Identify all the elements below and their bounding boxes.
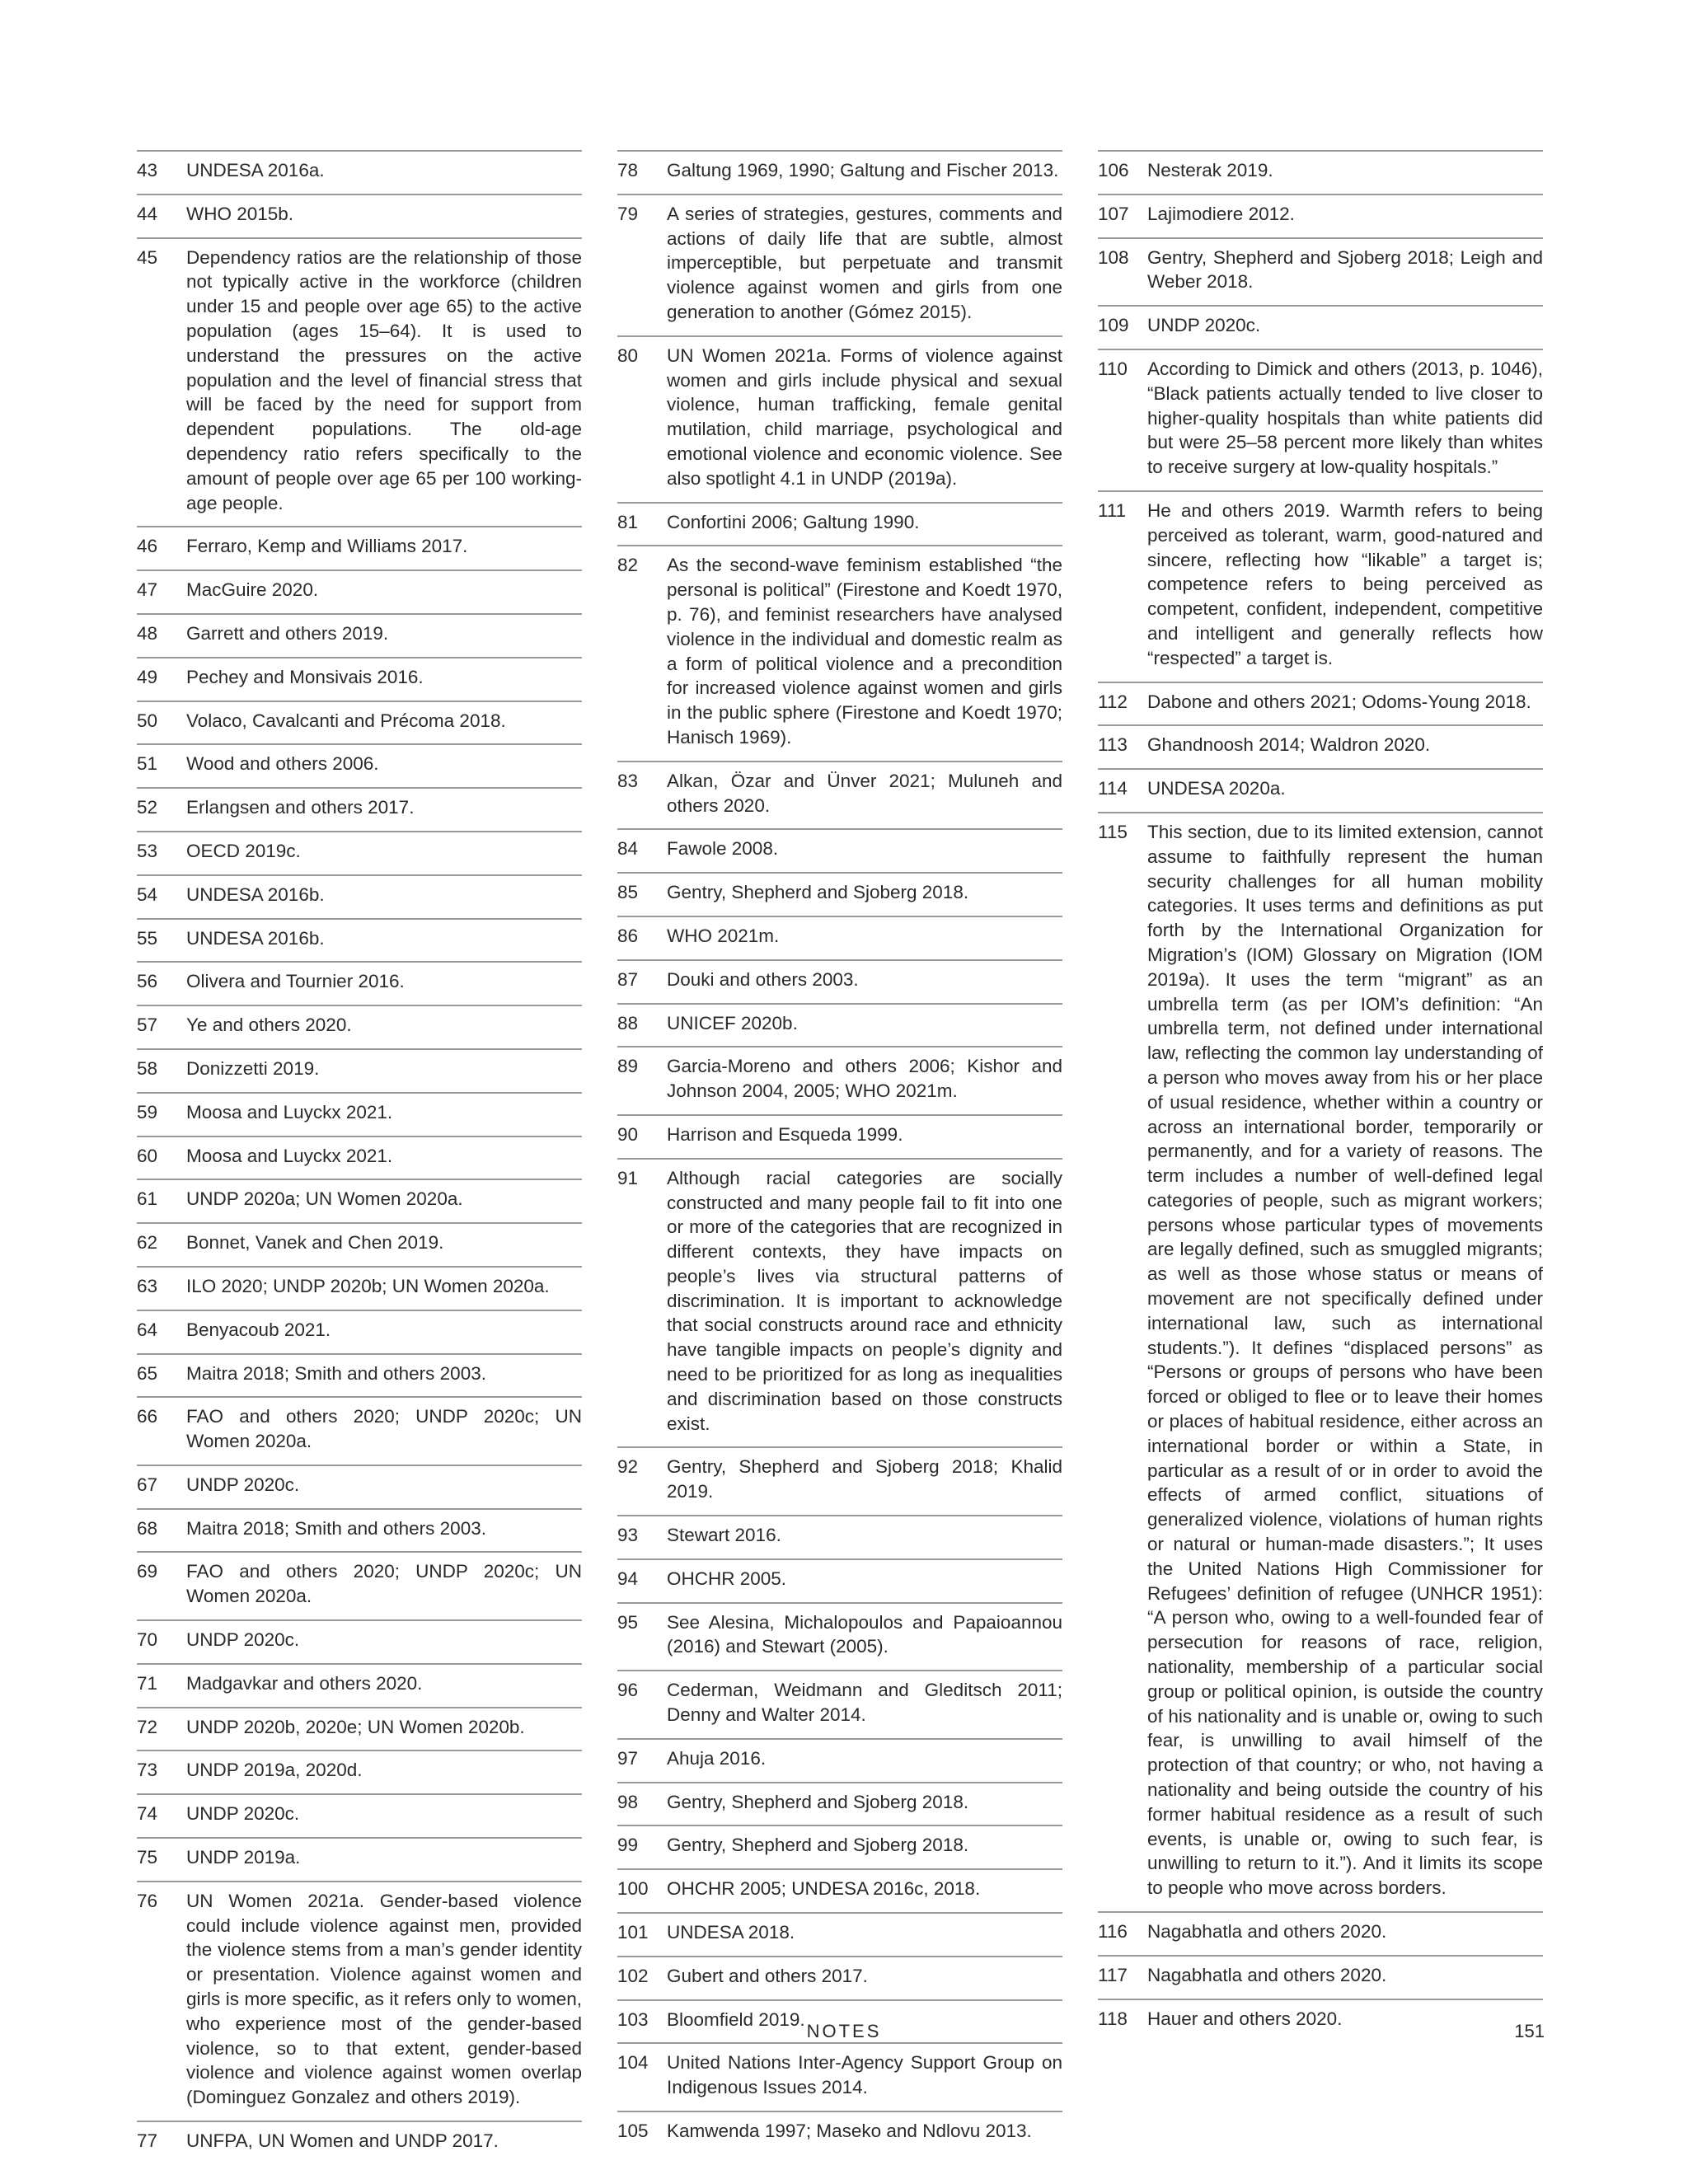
endnote-text: UNDESA 2020a.	[1147, 778, 1286, 799]
endnote-item	[137, 1465, 582, 1502]
endnote-text: Moosa and Luyckx 2021.	[186, 1145, 393, 1166]
endnote-text: Ferraro, Kemp and Williams 2017.	[186, 536, 468, 557]
endnote-number: 79	[617, 203, 639, 224]
endnote-item	[137, 1750, 582, 1788]
endnote-number: 53	[137, 840, 158, 861]
endnote-number: 116	[1098, 1921, 1128, 1942]
endnote-item	[137, 701, 582, 738]
endnote-item	[617, 335, 1062, 496]
endnote-number: 110	[1098, 358, 1128, 379]
endnote-item	[137, 150, 582, 188]
endnote-text: UNFPA, UN Women and UNDP 2017.	[186, 2130, 499, 2152]
endnote-number: 61	[137, 1188, 158, 1210]
endnote-number: 81	[617, 511, 639, 532]
endnote-text: Nagabhatla and others 2020.	[1147, 1921, 1387, 1942]
endnote-item	[137, 1663, 582, 1701]
endnote-item	[137, 1222, 582, 1260]
endnote-number: 60	[137, 1145, 158, 1166]
endnote-text: UNDESA 2016b.	[186, 927, 325, 949]
endnote-text: UNDESA 2016a.	[186, 160, 325, 180]
endnote-item	[617, 545, 1062, 754]
endnote-text: Stewart 2016.	[667, 1525, 781, 1546]
endnote-number: 58	[137, 1057, 158, 1079]
endnote-number: 108	[1098, 246, 1129, 268]
endnote-item	[137, 831, 582, 869]
endnote-item	[617, 872, 1062, 910]
endnote-number: 49	[137, 666, 158, 687]
endnote-text: FAO and others 2020; UNDP 2020c; UN Women 2020a.	[186, 1561, 582, 1607]
endnote-text: According to Dimick and others (2013, p. 1046), “Black patients actually tended to live closer to higher-quality hospitals than white patients did but were 25–58 percent more likely than whites to receive surgery at low-quality hospitals.”	[1147, 358, 1543, 478]
endnote-text: Kamwenda 1997; Maseko and Ndlovu 2013.	[667, 2121, 1032, 2142]
endnote-number: 50	[137, 710, 158, 731]
endnote-number: 52	[137, 797, 158, 818]
endnote-text: Garcia-Moreno and others 2006; Kishor and Johnson 2004, 2005; WHO 2021m.	[667, 1056, 1062, 1102]
endnote-number: 68	[137, 1517, 158, 1539]
endnote-number: 92	[617, 1456, 639, 1478]
endnote-number: 84	[617, 838, 639, 860]
endnote-text: Lajimodiere 2012.	[1147, 203, 1295, 224]
endnote-item	[137, 787, 582, 825]
endnote-text: UNDESA 2016b.	[186, 883, 325, 905]
endnote-text: Douki and others 2003.	[667, 968, 859, 990]
endnote-item	[137, 1881, 582, 2115]
endnote-item	[617, 1558, 1062, 1596]
endnote-text: UN Women 2021a. Gender-based violence could include violence against men, provided the violence stems from a man’s gender identity or presentation. Violence against women and girls is more specific, as it refers only to women, who experience most of the gender-based violence, so to that extent, gender-based violence and violence against women overlap (Dominguez Gonzalez and others 2019).	[186, 1890, 582, 2108]
endnote-number: 98	[617, 1791, 639, 1812]
endnote-text: Ahuja 2016.	[667, 1747, 767, 1769]
endnote-text: Alkan, Özar and Ünver 2021; Muluneh and others 2020.	[667, 770, 1062, 816]
endnote-text: MacGuire 2020.	[186, 579, 319, 601]
endnote-text: UNICEF 2020b.	[667, 1012, 798, 1033]
endnote-text: Wood and others 2006.	[186, 753, 379, 775]
endnote-item	[1098, 812, 1543, 1905]
endnote-text: Gentry, Shepherd and Sjoberg 2018.	[667, 882, 969, 903]
endnote-number: 91	[617, 1167, 639, 1188]
endnote-text: Ye and others 2020.	[186, 1015, 352, 1036]
endnote-text: United Nations Inter-Agency Support Group on Indigenous Issues 2014.	[667, 2052, 1062, 2098]
endnote-item	[617, 1515, 1062, 1553]
endnote-number: 113	[1098, 734, 1128, 756]
endnote-number: 104	[617, 2052, 649, 2074]
endnote-text: Erlangsen and others 2017.	[186, 797, 415, 818]
endnote-text: UN Women 2021a. Forms of violence against women and girls include physical and sexual violence, human trafficking, female genital mutilation, child marriage, psychological and emotional violence and economic violence. See also spotlight 4.1 in UNDP (2019a).	[667, 344, 1062, 489]
endnote-number: 69	[137, 1561, 158, 1582]
endnote-number: 59	[137, 1101, 158, 1122]
endnote-number: 103	[617, 2008, 649, 2030]
endnote-item	[617, 1956, 1062, 1994]
endnote-item	[137, 1048, 582, 1086]
endnote-number: 95	[617, 1611, 639, 1633]
endnote-number: 105	[617, 2121, 649, 2142]
endnote-item	[137, 1005, 582, 1043]
endnote-item	[617, 1670, 1062, 1732]
endnote-number: 55	[137, 927, 158, 949]
endnote-number: 114	[1098, 778, 1128, 799]
endnote-item	[617, 1158, 1062, 1441]
endnote-text: Nagabhatla and others 2020.	[1147, 1964, 1387, 1985]
endnote-number: 99	[617, 1835, 639, 1856]
endnote-item	[137, 1092, 582, 1130]
endnote-number: 75	[137, 1847, 158, 1868]
endnote-item	[617, 2042, 1062, 2105]
endnote-item	[617, 1003, 1062, 1041]
endnote-number: 109	[1098, 315, 1129, 336]
endnote-text: UNDP 2019a, 2020d.	[186, 1760, 363, 1781]
endnote-number: 100	[617, 1878, 649, 1900]
endnote-item	[137, 1396, 582, 1459]
endnote-item	[617, 1046, 1062, 1108]
endnote-item	[137, 961, 582, 999]
endnote-number: 67	[137, 1474, 158, 1495]
endnote-text: Fawole 2008.	[667, 838, 779, 860]
endnote-text: UNDESA 2018.	[667, 1922, 795, 1943]
endnote-item	[617, 1602, 1062, 1665]
endnote-text: This section, due to its limited extension, cannot assume to faithfully represent the human security challenges for all human mobility categories. It uses terms and definitions as put forth by the International Organization for Migration’s (IOM) Glossary on Migration (IOM 2019a). It uses the term “migrant” as an umbrella term (as per IOM’s definition: “An umbrella term, not defined under international law, reflecting the common lay understanding of a person who moves away from his or her place of usual residence, whether within a country or across an international border, temporarily or permanently, and for a variety of reasons. The term includes a number of well-defined legal categories of people, such as migrant workers; persons whose particular types of movements are legally defined, such as smuggled migrants; as well as those whose status or means of movement are not specifically defined under international law, such as international students.”). It defines “displaced persons” as “Persons or groups of persons who have been forced or obliged to flee or to leave their homes or places of habitual residence, either across an international border or within a State, in particular as a result of or in order to avoid the effects of armed conflict, situations of generalized violence, violations of human rights or natural or human-made disasters.”; It uses the United Nations High Commissioner for Refugees’ definition of refugee (UNHCR 1951): “A person who, owing to a well-founded fear of persecution for reasons of race, religion, nationality, membership of a particular social group or political opinion, is outside the country of his nationality and is unable or, owing to such fear, is unwilling to avail himself of the protection of that country; or who, not having a nationality and being outside the country of his former habitual residence as a result of such events, is unable or, owing to such fear, is unwilling to return to it.”). And it limits its scope to people who move across borders.	[1147, 821, 1543, 1899]
endnote-number: 71	[137, 1672, 158, 1694]
endnote-text: ILO 2020; UNDP 2020b; UN Women 2020a.	[186, 1275, 550, 1296]
endnote-text: Bonnet, Vanek and Chen 2019.	[186, 1232, 444, 1254]
endnote-text: Confortini 2006; Galtung 1990.	[667, 511, 920, 532]
endnote-item	[137, 1707, 582, 1745]
endnote-number: 94	[617, 1568, 639, 1589]
endnote-text: Ghandnoosh 2014; Waldron 2020.	[1147, 734, 1431, 756]
endnote-item	[1098, 194, 1543, 232]
endnote-item	[617, 1114, 1062, 1152]
endnote-item	[617, 2111, 1062, 2149]
endnote-number: 73	[137, 1760, 158, 1781]
endnote-item	[137, 613, 582, 651]
endnote-number: 93	[617, 1525, 639, 1546]
endnote-text: Moosa and Luyckx 2021.	[186, 1101, 393, 1122]
endnote-text: Dabone and others 2021; Odoms-Young 2018.	[1147, 691, 1531, 712]
endnote-text: UNDP 2020c.	[1147, 315, 1261, 336]
endnote-text: Gentry, Shepherd and Sjoberg 2018.	[667, 1791, 969, 1812]
endnote-item	[137, 874, 582, 912]
endnote-item	[1098, 490, 1543, 676]
endnote-number: 82	[617, 555, 639, 576]
endnote-item	[137, 526, 582, 564]
endnote-number: 57	[137, 1015, 158, 1036]
endnote-item	[137, 657, 582, 695]
endnote-text: Galtung 1969, 1990; Galtung and Fischer 2013.	[667, 160, 1059, 180]
endnote-number: 56	[137, 971, 158, 992]
endnote-text: Gentry, Shepherd and Sjoberg 2018; Leigh and Weber 2018.	[1147, 246, 1543, 293]
endnote-number: 46	[137, 536, 158, 557]
endnote-number: 102	[617, 1965, 649, 1986]
endnote-text: Cederman, Weidmann and Gleditsch 2011; Denny and Walter 2014.	[667, 1680, 1062, 1726]
endnote-item	[137, 1837, 582, 1875]
endnote-item	[1098, 237, 1543, 300]
endnote-number: 101	[617, 1922, 649, 1943]
endnote-item	[137, 1136, 582, 1174]
endnote-number: 45	[137, 246, 158, 268]
endnote-text: Donizzetti 2019.	[186, 1057, 320, 1079]
endnote-number: 65	[137, 1362, 158, 1384]
endnote-number: 54	[137, 883, 158, 905]
endnote-number: 43	[137, 160, 158, 180]
endnote-number: 87	[617, 968, 639, 990]
notes-column-3	[1098, 150, 1543, 2041]
endnote-text: Maitra 2018; Smith and others 2003.	[186, 1362, 486, 1384]
endnote-text: OECD 2019c.	[186, 840, 301, 861]
endnote-number: 48	[137, 622, 158, 644]
endnote-item	[1098, 682, 1543, 719]
endnote-text: FAO and others 2020; UNDP 2020c; UN Women 2020a.	[186, 1406, 582, 1452]
endnote-item	[137, 1310, 582, 1347]
endnote-number: 76	[137, 1890, 158, 1911]
endnote-item	[137, 1551, 582, 1614]
endnote-item	[1098, 305, 1543, 343]
endnote-text: Benyacoub 2021.	[186, 1319, 331, 1340]
endnote-item	[617, 1912, 1062, 1950]
endnote-number: 72	[137, 1716, 158, 1737]
endnote-item	[617, 1446, 1062, 1509]
endnote-item	[617, 761, 1062, 823]
endnote-text: WHO 2021m.	[667, 925, 780, 946]
endnote-item	[1098, 1911, 1543, 1949]
endnote-number: 96	[617, 1680, 639, 1701]
endnote-number: 83	[617, 770, 639, 791]
endnote-number: 78	[617, 160, 639, 180]
endnote-text: Although racial categories are socially constructed and many people fail to fit into one or more of the categories that are recognized in different contexts, they have impacts on people’s lives via structural patterns of discrimination. It is important to acknowledge that social constructs around race and ethnicity have tangible impacts on people’s dignity and need to be prioritized for as long as inequalities and discrimination based on those constructs exist.	[667, 1167, 1062, 1434]
endnote-item	[137, 2121, 582, 2158]
endnote-text: Gubert and others 2017.	[667, 1965, 868, 1986]
endnote-item	[137, 194, 582, 232]
endnote-item	[137, 1353, 582, 1391]
endnote-item	[617, 502, 1062, 540]
endnote-item	[1098, 349, 1543, 485]
endnote-item	[617, 1825, 1062, 1863]
endnote-text: UNDP 2020b, 2020e; UN Women 2020b.	[186, 1716, 525, 1737]
endnote-item	[617, 1868, 1062, 1906]
endnote-number: 88	[617, 1012, 639, 1033]
endnote-item	[137, 918, 582, 956]
endnote-item	[1098, 1955, 1543, 1993]
endnote-number: 77	[137, 2130, 158, 2152]
endnote-number: 62	[137, 1232, 158, 1254]
endnote-text: OHCHR 2005; UNDESA 2016c, 2018.	[667, 1878, 981, 1900]
endnote-number: 86	[617, 925, 639, 946]
endnote-number: 51	[137, 753, 158, 775]
endnote-item	[137, 1179, 582, 1216]
endnote-text: See Alesina, Michalopoulos and Papaioannou (2016) and Stewart (2005).	[667, 1611, 1062, 1657]
page-number: 151	[1514, 2021, 1545, 2041]
endnote-number: 85	[617, 882, 639, 903]
endnote-number: 66	[137, 1406, 158, 1427]
footer-section-title: NOTES	[806, 2021, 882, 2041]
endnote-number: 115	[1098, 821, 1128, 842]
endnote-number: 44	[137, 203, 158, 224]
endnote-number: 89	[617, 1056, 639, 1077]
endnote-text: Madgavkar and others 2020.	[186, 1672, 423, 1694]
endnote-text: He and others 2019. Warmth refers to being perceived as tolerant, warm, good-natured and sincere, reflecting how “likable” a target is; competence refers to being perceived as competent, confident, independent, competitive and intelligent and generally reflects how “respected” a target is.	[1147, 499, 1543, 668]
endnote-item	[617, 1782, 1062, 1820]
endnote-text: Nesterak 2019.	[1147, 160, 1273, 180]
endnote-item	[617, 916, 1062, 954]
endnote-text: As the second-wave feminism established “the personal is political” (Firestone and Koedt 1970, p. 76), and feminist researchers have analysed violence in the individual and domestic realm as a form of political violence and a precondition for increased violence against women and girls in the public sphere (Firestone and Koedt 1970; Hanisch 1969).	[667, 555, 1062, 748]
endnote-number: 80	[617, 344, 639, 366]
endnote-item	[617, 959, 1062, 997]
endnote-item	[137, 1508, 582, 1546]
endnote-item	[137, 1793, 582, 1831]
endnote-number: 117	[1098, 1964, 1128, 1985]
endnote-text: Dependency ratios are the relationship of those not typically active in the workforce (children under 15 and people over age 65) to the active population (ages 15–64). It is used to understand the pressures on the active population and the level of financial stress that will be faced by the need for support from dependent populations. The old-age dependency ratio refers specifically to the amount of people over age 65 per 100 working-age people.	[186, 246, 582, 513]
endnote-text: Hauer and others 2020.	[1147, 2008, 1343, 2029]
endnote-text: Gentry, Shepherd and Sjoberg 2018.	[667, 1835, 969, 1856]
endnote-text: Pechey and Monsivais 2016.	[186, 666, 424, 687]
endnote-text: UNDP 2020a; UN Women 2020a.	[186, 1188, 463, 1210]
endnote-item	[617, 828, 1062, 866]
endnote-number: 90	[617, 1123, 639, 1145]
endnote-text: Garrett and others 2019.	[186, 622, 389, 644]
endnote-text: Maitra 2018; Smith and others 2003.	[186, 1517, 486, 1539]
endnote-item	[617, 194, 1062, 330]
endnote-item	[137, 237, 582, 521]
endnote-item	[617, 150, 1062, 188]
endnote-number: 107	[1098, 203, 1129, 224]
notes-column-2	[617, 150, 1062, 2154]
endnote-item	[1098, 768, 1543, 806]
endnote-text: Harrison and Esqueda 1999.	[667, 1123, 903, 1145]
endnote-text: UNDP 2019a.	[186, 1847, 301, 1868]
endnote-item	[137, 569, 582, 607]
endnote-number: 111	[1098, 499, 1127, 521]
endnote-text: A series of strategies, gestures, comments and actions of daily life that are subtle, almost imperceptible, but perpetuate and transmit violence against women and girls from one generation to another (Gómez 2015).	[667, 203, 1062, 322]
endnote-number: 47	[137, 579, 158, 601]
endnote-text: UNDP 2020c.	[186, 1629, 300, 1651]
endnote-text: Gentry, Shepherd and Sjoberg 2018; Khalid 2019.	[667, 1456, 1062, 1502]
endnote-item	[1098, 150, 1543, 188]
endnote-text: Volaco, Cavalcanti and Précoma 2018.	[186, 710, 506, 731]
endnote-number: 112	[1098, 691, 1128, 712]
endnote-item	[137, 743, 582, 781]
endnote-text: UNDP 2020c.	[186, 1803, 300, 1825]
endnote-item	[137, 1266, 582, 1304]
endnote-item	[617, 1738, 1062, 1776]
endnote-number: 106	[1098, 160, 1129, 180]
endnote-text: WHO 2015b.	[186, 203, 294, 224]
endnote-text: Bloomfield 2019.	[667, 2008, 805, 2030]
endnote-number: 64	[137, 1319, 158, 1340]
endnote-item	[137, 1619, 582, 1657]
endnote-text: UNDP 2020c.	[186, 1474, 300, 1495]
endnote-item	[1098, 724, 1543, 762]
endnote-number: 63	[137, 1275, 158, 1296]
notes-column-1	[137, 150, 582, 2164]
endnote-number: 118	[1098, 2008, 1128, 2029]
endnote-text: OHCHR 2005.	[667, 1568, 787, 1589]
endnote-number: 70	[137, 1629, 158, 1651]
endnote-number: 74	[137, 1803, 158, 1825]
endnote-number: 97	[617, 1747, 639, 1769]
endnote-text: Olivera and Tournier 2016.	[186, 971, 405, 992]
